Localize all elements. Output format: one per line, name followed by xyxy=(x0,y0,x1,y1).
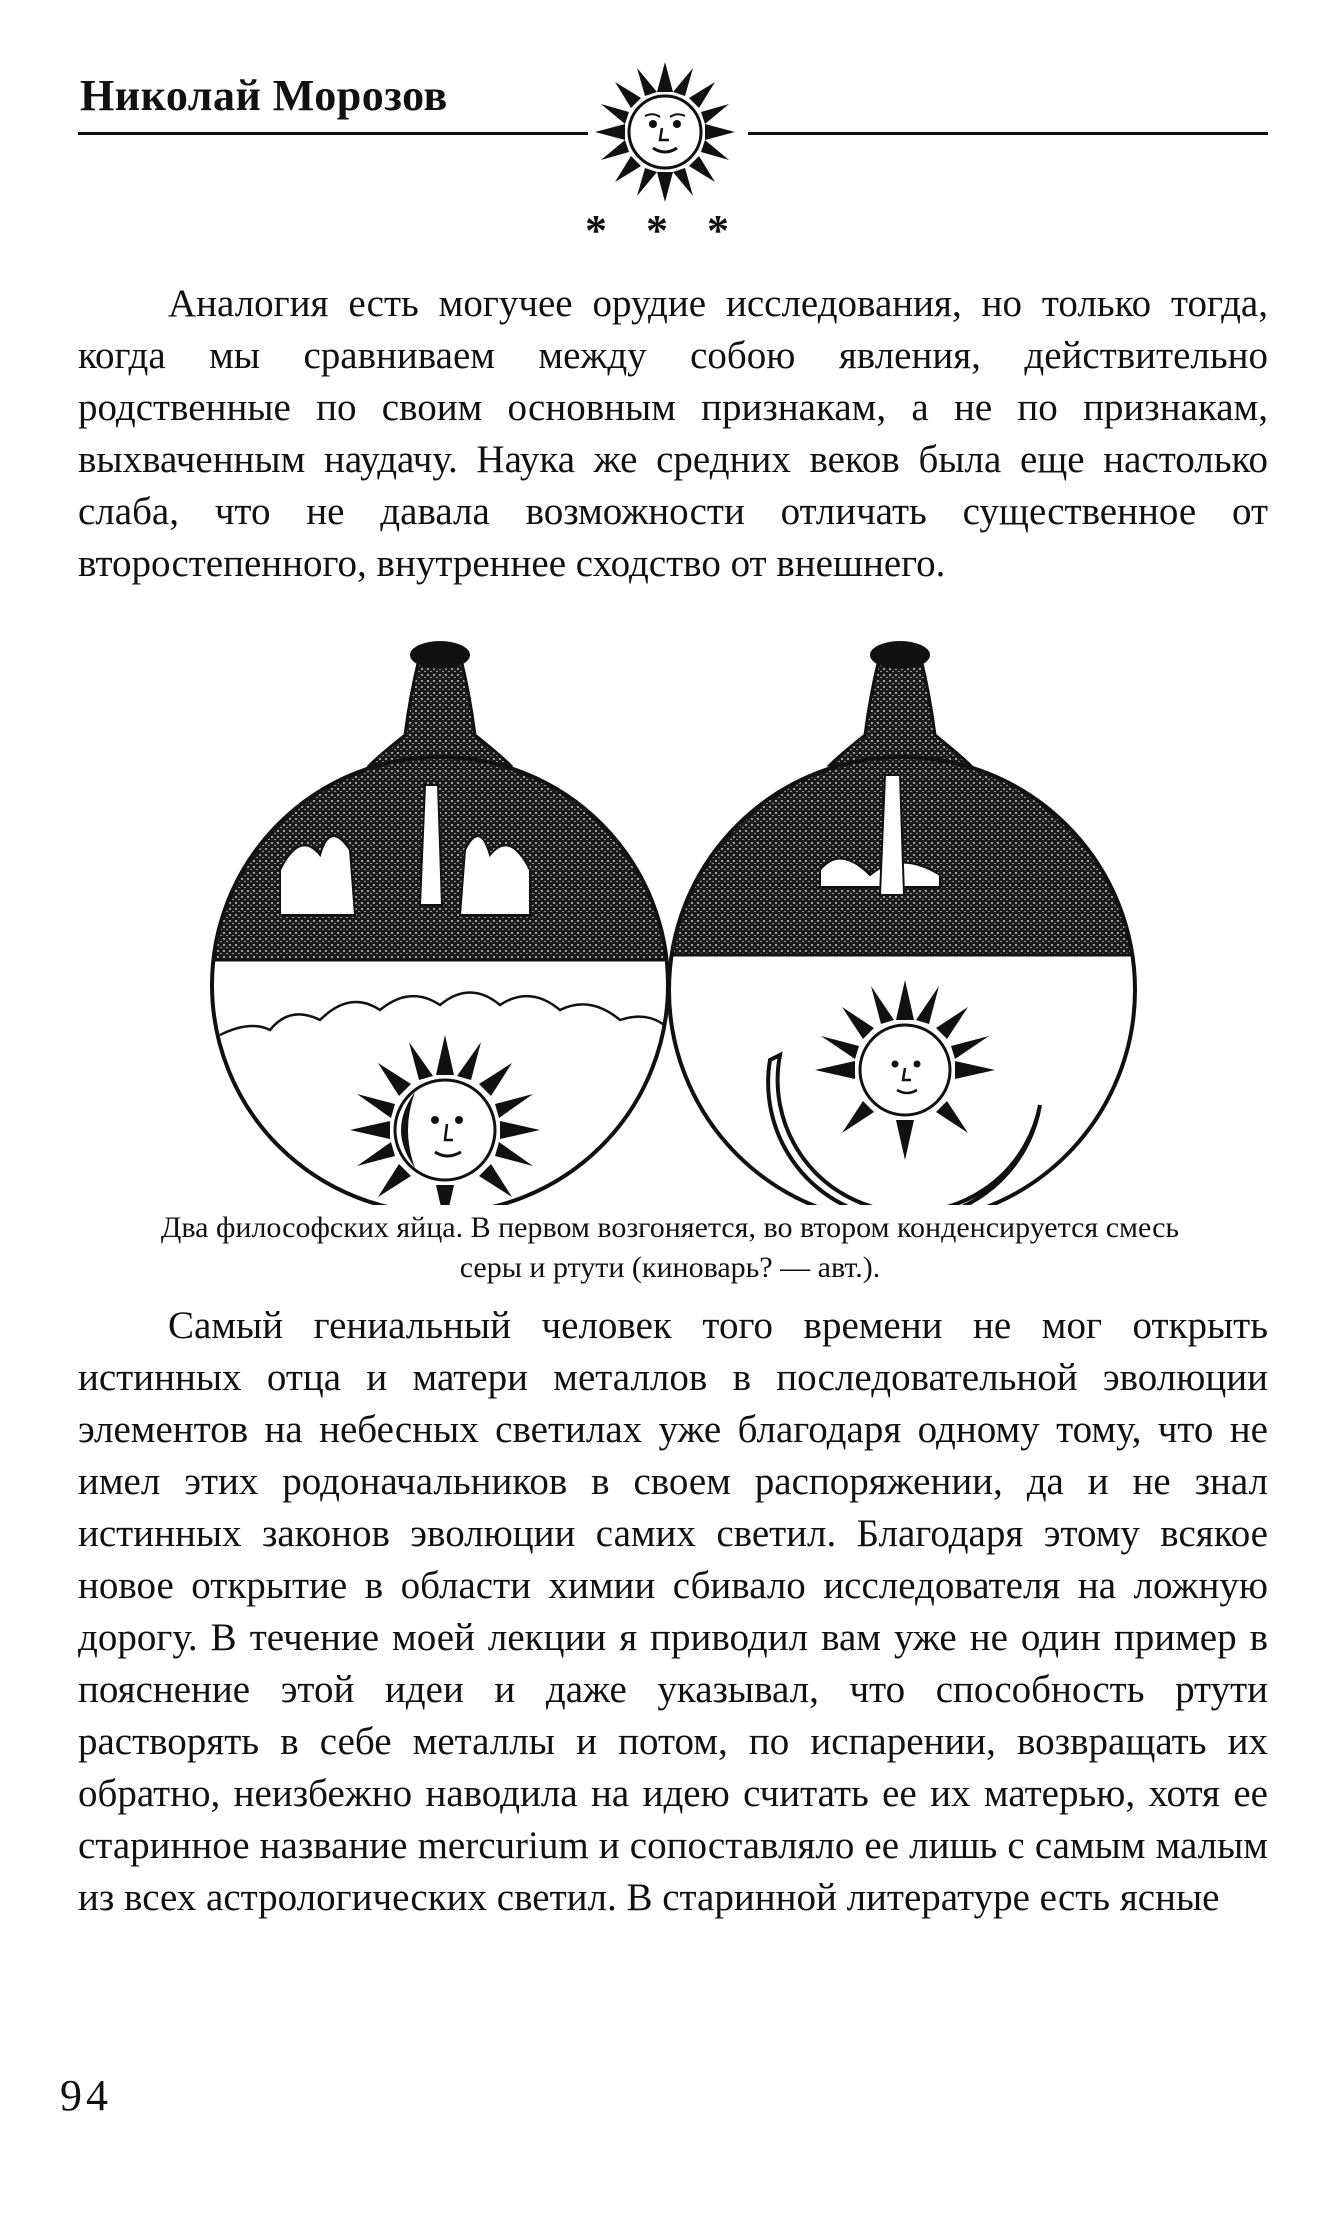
author-name: Николай Морозов xyxy=(80,71,448,120)
paragraph-analogy: Аналогия есть могучее орудие исследования, но только тогда, когда мы сравниваем между собою явления, действительно родственные по своим основным признакам, а не по признакам, выхваченным наудачу. Наука же средних веков была еще настолько слаба, что не давала возможности отличать существенное от второстепенного, внутреннее сходство от внешнего. xyxy=(78,282,1268,585)
header-rule-left xyxy=(78,132,588,135)
figure-caption: Два философских яйца. В первом возгоняется, во втором конденсируется смесь серы и ртути (киноварь? — авт.). xyxy=(160,1211,1180,1284)
philosophical-eggs-figure xyxy=(180,625,1160,1205)
sun-face-icon xyxy=(590,60,740,205)
philosophical-eggs-illustration xyxy=(180,625,1160,1205)
first-egg-sublimation xyxy=(200,641,680,1205)
header-rule-right xyxy=(748,132,1268,135)
paragraph-alchemy: Самый гениальный человек того времени не мог открыть истинных отца и матери металлов в последовательной эволюции элементов на небесных светилах уже благодаря одному тому, что не имел этих родоначальников в своем распоряжении, да и не знал истинных законов эволюции самих светил. Благодаря этому всякое новое открытие в области химии сбивало исследователя на ложную дорогу. В течение моей лекции я приводил вам уже не один пример в пояснение этой идеи и даже указывал, что способность ртути растворять в себе металлы и потом, по испарении, возвращать их обратно, неизбежно наводила на идею считать ее их матерью, хотя ее старинное название mercurium и сопоставляло ее лишь с самым малым из всех астрологических светил. В старинной литературе есть ясные xyxy=(78,1304,1268,1919)
section-separator: * * * xyxy=(585,206,743,255)
second-egg-condensation xyxy=(660,641,1140,1205)
page-number: 94 xyxy=(60,2071,112,2120)
